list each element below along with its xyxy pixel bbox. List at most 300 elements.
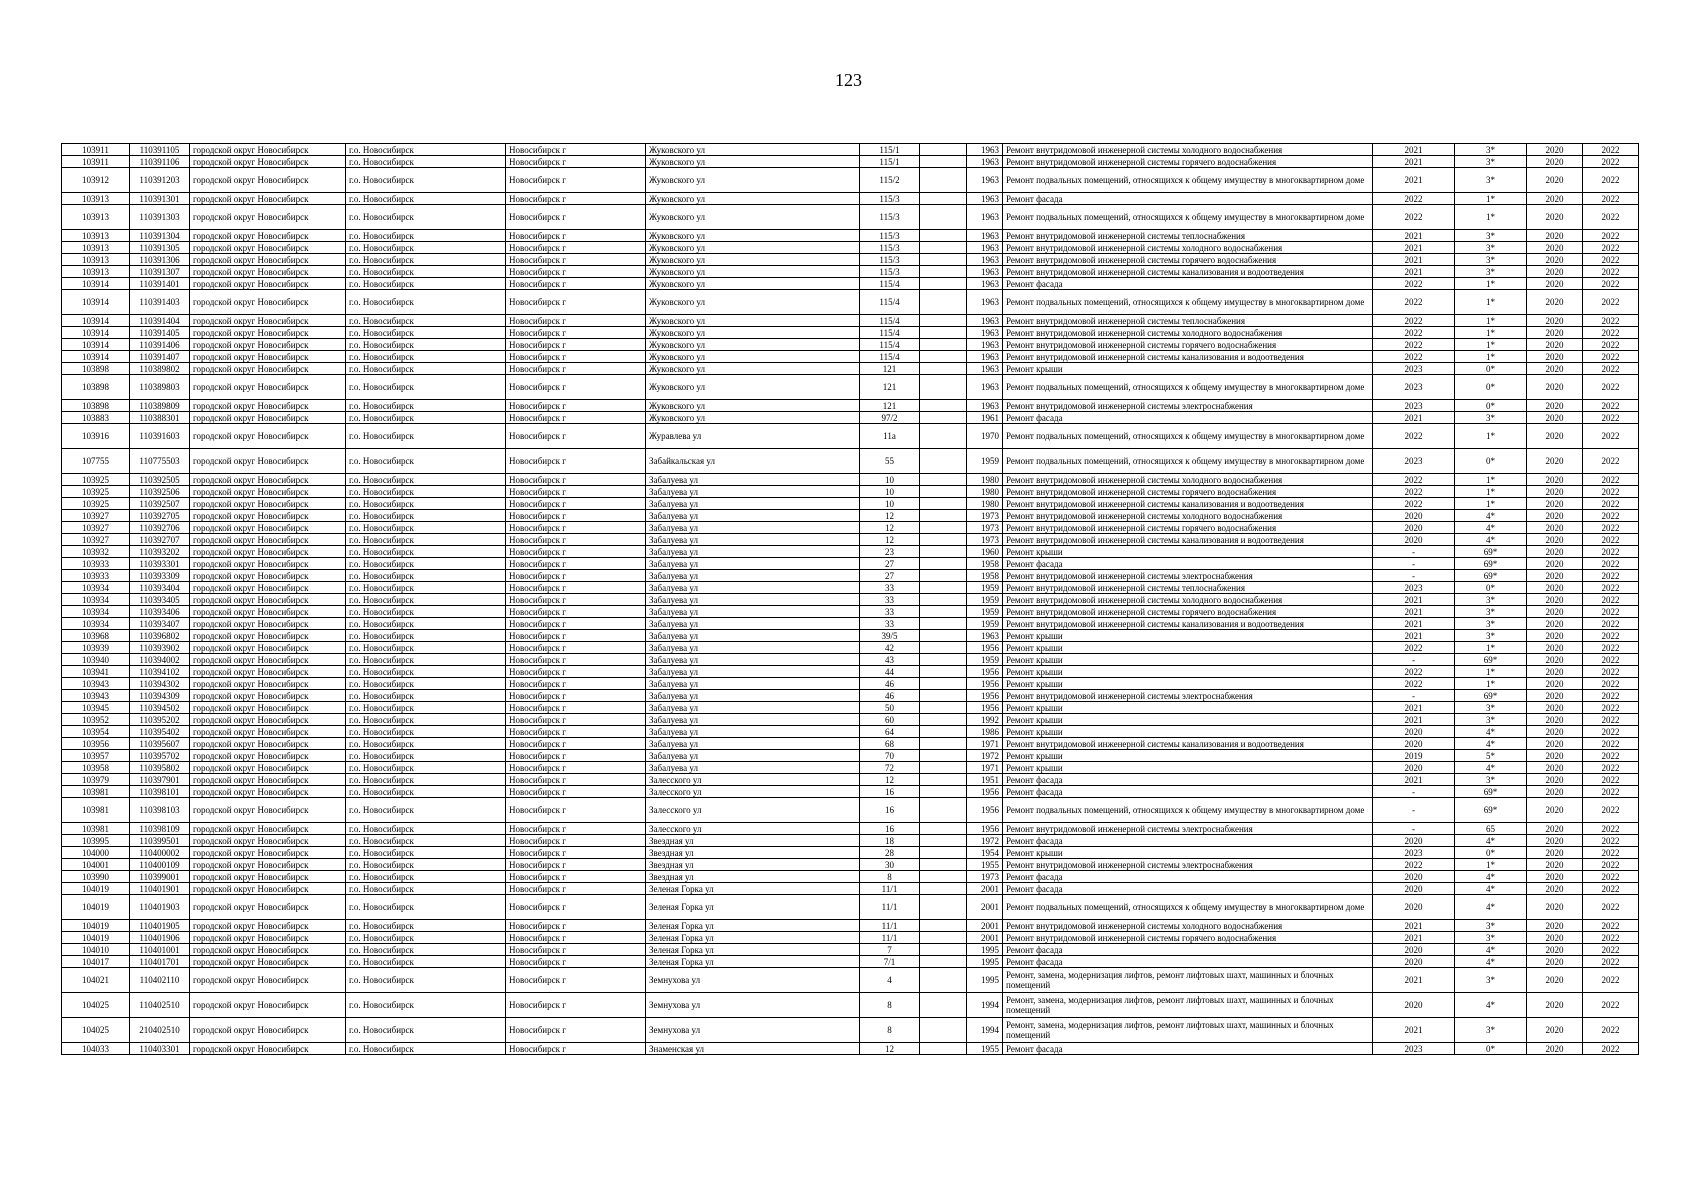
cell-work-type: Ремонт внутридомовой инженерной системы холодного водоснабжения [1003, 144, 1373, 156]
cell-municipality: городской округ Новосибирск [190, 920, 346, 932]
cell-work-type: Ремонт крыши [1003, 714, 1373, 726]
cell-house-number: 12 [860, 1043, 920, 1055]
cell-years-delta: 3* [1455, 412, 1527, 424]
cell-planned-year: 2021 [1373, 702, 1455, 714]
table-row [62, 242, 1639, 254]
cell-years-delta: 3* [1455, 230, 1527, 242]
cell-municipality: городской округ Новосибирск [190, 242, 346, 254]
cell-period-start: 2020 [1527, 666, 1583, 678]
cell-street: Забалуева ул [646, 714, 860, 726]
cell-city: Новосибирск г [506, 823, 646, 835]
cell-period-end: 2022 [1583, 678, 1639, 690]
cell-city: Новосибирск г [506, 534, 646, 546]
cell-corpus [920, 895, 967, 920]
cell-city: Новосибирск г [506, 920, 646, 932]
cell-work-type: Ремонт крыши [1003, 847, 1373, 859]
cell-district: г.о. Новосибирск [346, 400, 506, 412]
cell-district: г.о. Новосибирск [346, 883, 506, 895]
cell-house-id: 104019 [62, 932, 130, 944]
cell-city: Новосибирск г [506, 156, 646, 168]
cell-street: Жуковского ул [646, 193, 860, 205]
cell-house-id: 104010 [62, 944, 130, 956]
cell-year-built: 1963 [967, 363, 1003, 375]
cell-period-start: 2020 [1527, 750, 1583, 762]
table-row [62, 205, 1639, 230]
cell-house-number: 115/4 [860, 315, 920, 327]
cell-planned-year: 2021 [1373, 606, 1455, 618]
cell-municipality: городской округ Новосибирск [190, 449, 346, 474]
cell-years-delta: 0* [1455, 375, 1527, 400]
cell-street: Забалуева ул [646, 534, 860, 546]
cell-district: г.о. Новосибирск [346, 993, 506, 1018]
cell-district: г.о. Новосибирск [346, 642, 506, 654]
cell-house-number: 27 [860, 570, 920, 582]
cell-work-id: 110389803 [130, 375, 190, 400]
cell-work-type: Ремонт внутридомовой инженерной системы теплоснабжения [1003, 315, 1373, 327]
cell-city: Новосибирск г [506, 835, 646, 847]
cell-street: Жуковского ул [646, 230, 860, 242]
cell-year-built: 1971 [967, 762, 1003, 774]
cell-corpus [920, 400, 967, 412]
cell-work-type: Ремонт подвальных помещений, относящихся к общему имуществу в многоквартирном доме [1003, 895, 1373, 920]
cell-city: Новосибирск г [506, 522, 646, 534]
cell-house-number: 97/2 [860, 412, 920, 424]
cell-period-end: 2022 [1583, 895, 1639, 920]
cell-period-end: 2022 [1583, 993, 1639, 1018]
table-row [62, 944, 1639, 956]
cell-year-built: 1959 [967, 449, 1003, 474]
cell-street: Зеленая Горка ул [646, 956, 860, 968]
cell-period-start: 2020 [1527, 847, 1583, 859]
cell-house-id: 103954 [62, 726, 130, 738]
cell-work-type: Ремонт внутридомовой инженерной системы канализования и водоотведения [1003, 738, 1373, 750]
cell-district: г.о. Новосибирск [346, 606, 506, 618]
cell-house-number: 27 [860, 558, 920, 570]
cell-house-number: 70 [860, 750, 920, 762]
cell-years-delta: 3* [1455, 618, 1527, 630]
cell-year-built: 1973 [967, 510, 1003, 522]
table-row [62, 412, 1639, 424]
cell-year-built: 1958 [967, 570, 1003, 582]
cell-work-type: Ремонт крыши [1003, 750, 1373, 762]
cell-work-type: Ремонт внутридомовой инженерной системы электроснабжения [1003, 859, 1373, 871]
cell-district: г.о. Новосибирск [346, 690, 506, 702]
cell-corpus [920, 230, 967, 242]
table-row [62, 932, 1639, 944]
table-row [62, 678, 1639, 690]
cell-years-delta: 3* [1455, 594, 1527, 606]
cell-years-delta: 1* [1455, 351, 1527, 363]
table-row [62, 968, 1639, 993]
cell-city: Новосибирск г [506, 642, 646, 654]
table-row [62, 375, 1639, 400]
cell-district: г.о. Новосибирск [346, 678, 506, 690]
cell-corpus [920, 498, 967, 510]
cell-period-end: 2022 [1583, 774, 1639, 786]
cell-years-delta: 0* [1455, 847, 1527, 859]
cell-period-start: 2020 [1527, 618, 1583, 630]
table-row [62, 993, 1639, 1018]
cell-work-id: 110399501 [130, 835, 190, 847]
cell-period-end: 2022 [1583, 144, 1639, 156]
cell-period-end: 2022 [1583, 642, 1639, 654]
cell-work-id: 110401905 [130, 920, 190, 932]
cell-planned-year: 2021 [1373, 144, 1455, 156]
cell-municipality: городской округ Новосибирск [190, 738, 346, 750]
cell-house-number: 23 [860, 546, 920, 558]
cell-house-number: 11/1 [860, 920, 920, 932]
cell-house-number: 115/3 [860, 254, 920, 266]
cell-work-type: Ремонт подвальных помещений, относящихся к общему имуществу в многоквартирном доме [1003, 205, 1373, 230]
cell-corpus [920, 956, 967, 968]
cell-year-built: 1963 [967, 327, 1003, 339]
table-row [62, 630, 1639, 642]
cell-district: г.о. Новосибирск [346, 474, 506, 486]
cell-planned-year: 2022 [1373, 424, 1455, 449]
cell-district: г.о. Новосибирск [346, 847, 506, 859]
cell-period-end: 2022 [1583, 449, 1639, 474]
cell-house-id: 103911 [62, 144, 130, 156]
cell-house-number: 39/5 [860, 630, 920, 642]
cell-work-id: 110394302 [130, 678, 190, 690]
cell-year-built: 1956 [967, 690, 1003, 702]
table-row [62, 363, 1639, 375]
cell-work-id: 110389809 [130, 400, 190, 412]
table-row [62, 315, 1639, 327]
cell-period-start: 2020 [1527, 993, 1583, 1018]
cell-years-delta: 3* [1455, 714, 1527, 726]
cell-house-id: 103995 [62, 835, 130, 847]
cell-work-id: 110389802 [130, 363, 190, 375]
cell-year-built: 1980 [967, 498, 1003, 510]
cell-house-number: 64 [860, 726, 920, 738]
cell-city: Новосибирск г [506, 193, 646, 205]
table-row [62, 510, 1639, 522]
cell-city: Новосибирск г [506, 254, 646, 266]
cell-municipality: городской округ Новосибирск [190, 424, 346, 449]
cell-work-type: Ремонт крыши [1003, 363, 1373, 375]
cell-house-id: 103968 [62, 630, 130, 642]
cell-corpus [920, 290, 967, 315]
cell-year-built: 1959 [967, 606, 1003, 618]
cell-street: Зеленая Горка ул [646, 932, 860, 944]
cell-district: г.о. Новосибирск [346, 351, 506, 363]
cell-city: Новосибирск г [506, 498, 646, 510]
cell-district: г.о. Новосибирск [346, 895, 506, 920]
cell-street: Забалуева ул [646, 750, 860, 762]
cell-year-built: 1963 [967, 351, 1003, 363]
cell-corpus [920, 630, 967, 642]
cell-period-end: 2022 [1583, 375, 1639, 400]
cell-period-end: 2022 [1583, 883, 1639, 895]
cell-municipality: городской округ Новосибирск [190, 654, 346, 666]
cell-period-start: 2020 [1527, 798, 1583, 823]
cell-street: Жуковского ул [646, 327, 860, 339]
cell-period-start: 2020 [1527, 956, 1583, 968]
cell-period-end: 2022 [1583, 618, 1639, 630]
cell-year-built: 1963 [967, 400, 1003, 412]
cell-planned-year: 2023 [1373, 847, 1455, 859]
table-row [62, 774, 1639, 786]
cell-street: Забайкальская ул [646, 449, 860, 474]
cell-municipality: городской округ Новосибирск [190, 714, 346, 726]
cell-planned-year: 2021 [1373, 412, 1455, 424]
cell-city: Новосибирск г [506, 558, 646, 570]
cell-period-start: 2020 [1527, 823, 1583, 835]
cell-period-end: 2022 [1583, 193, 1639, 205]
cell-period-start: 2020 [1527, 327, 1583, 339]
cell-work-id: 110401906 [130, 932, 190, 944]
cell-planned-year: 2020 [1373, 871, 1455, 883]
cell-city: Новосибирск г [506, 883, 646, 895]
cell-year-built: 1972 [967, 750, 1003, 762]
cell-municipality: городской округ Новосибирск [190, 290, 346, 315]
cell-years-delta: 69* [1455, 690, 1527, 702]
cell-city: Новосибирск г [506, 510, 646, 522]
cell-year-built: 1963 [967, 168, 1003, 193]
table-row [62, 594, 1639, 606]
cell-corpus [920, 522, 967, 534]
cell-planned-year: 2022 [1373, 290, 1455, 315]
cell-street: Жуковского ул [646, 351, 860, 363]
cell-work-type: Ремонт внутридомовой инженерной системы горячего водоснабжения [1003, 156, 1373, 168]
cell-house-number: 50 [860, 702, 920, 714]
cell-district: г.о. Новосибирск [346, 798, 506, 823]
cell-period-end: 2022 [1583, 654, 1639, 666]
cell-municipality: городской округ Новосибирск [190, 498, 346, 510]
cell-district: г.о. Новосибирск [346, 859, 506, 871]
cell-district: г.о. Новосибирск [346, 339, 506, 351]
cell-planned-year: 2020 [1373, 883, 1455, 895]
cell-corpus [920, 510, 967, 522]
cell-work-id: 110388301 [130, 412, 190, 424]
cell-planned-year: 2021 [1373, 594, 1455, 606]
cell-years-delta: 4* [1455, 895, 1527, 920]
cell-period-end: 2022 [1583, 339, 1639, 351]
cell-house-id: 103941 [62, 666, 130, 678]
cell-period-start: 2020 [1527, 534, 1583, 546]
cell-corpus [920, 486, 967, 498]
cell-period-end: 2022 [1583, 205, 1639, 230]
cell-house-number: 16 [860, 798, 920, 823]
cell-municipality: городской округ Новосибирск [190, 786, 346, 798]
cell-work-id: 110392506 [130, 486, 190, 498]
cell-street: Забалуева ул [646, 546, 860, 558]
cell-city: Новосибирск г [506, 762, 646, 774]
cell-planned-year: 2021 [1373, 266, 1455, 278]
cell-house-id: 104021 [62, 968, 130, 993]
cell-house-id: 103943 [62, 690, 130, 702]
cell-corpus [920, 315, 967, 327]
cell-municipality: городской округ Новосибирск [190, 582, 346, 594]
cell-period-end: 2022 [1583, 932, 1639, 944]
cell-year-built: 1972 [967, 835, 1003, 847]
cell-street: Зеленая Горка ул [646, 883, 860, 895]
cell-work-id: 110395702 [130, 750, 190, 762]
cell-period-end: 2022 [1583, 242, 1639, 254]
cell-period-end: 2022 [1583, 498, 1639, 510]
cell-work-id: 110401901 [130, 883, 190, 895]
cell-year-built: 1958 [967, 558, 1003, 570]
cell-house-number: 115/3 [860, 205, 920, 230]
cell-planned-year: 2022 [1373, 474, 1455, 486]
cell-years-delta: 1* [1455, 193, 1527, 205]
cell-period-end: 2022 [1583, 400, 1639, 412]
cell-work-id: 110395202 [130, 714, 190, 726]
cell-city: Новосибирск г [506, 738, 646, 750]
cell-corpus [920, 412, 967, 424]
cell-years-delta: 0* [1455, 363, 1527, 375]
cell-street: Жуковского ул [646, 266, 860, 278]
cell-planned-year: 2022 [1373, 351, 1455, 363]
cell-municipality: городской округ Новосибирск [190, 642, 346, 654]
cell-year-built: 1970 [967, 424, 1003, 449]
cell-work-type: Ремонт внутридомовой инженерной системы электроснабжения [1003, 690, 1373, 702]
cell-planned-year: 2022 [1373, 278, 1455, 290]
cell-house-id: 103958 [62, 762, 130, 774]
cell-period-start: 2020 [1527, 339, 1583, 351]
cell-work-id: 110391106 [130, 156, 190, 168]
cell-work-id: 110391407 [130, 351, 190, 363]
cell-street: Забалуева ул [646, 522, 860, 534]
cell-municipality: городской округ Новосибирск [190, 144, 346, 156]
cell-work-id: 110392505 [130, 474, 190, 486]
cell-district: г.о. Новосибирск [346, 1043, 506, 1055]
cell-street: Забалуева ул [646, 570, 860, 582]
cell-house-number: 7/1 [860, 956, 920, 968]
cell-corpus [920, 654, 967, 666]
table-row [62, 144, 1639, 156]
cell-work-id: 110391305 [130, 242, 190, 254]
cell-municipality: городской округ Новосибирск [190, 570, 346, 582]
table-row [62, 230, 1639, 242]
cell-work-id: 110391105 [130, 144, 190, 156]
cell-corpus [920, 762, 967, 774]
cell-municipality: городской округ Новосибирск [190, 895, 346, 920]
cell-work-id: 110401701 [130, 956, 190, 968]
cell-planned-year: - [1373, 786, 1455, 798]
cell-city: Новосибирск г [506, 230, 646, 242]
cell-city: Новосибирск г [506, 859, 646, 871]
cell-district: г.о. Новосибирск [346, 363, 506, 375]
cell-house-id: 103981 [62, 823, 130, 835]
cell-work-id: 110391306 [130, 254, 190, 266]
cell-house-number: 115/4 [860, 351, 920, 363]
cell-period-end: 2022 [1583, 690, 1639, 702]
cell-years-delta: 3* [1455, 266, 1527, 278]
cell-district: г.о. Новосибирск [346, 920, 506, 932]
cell-district: г.о. Новосибирск [346, 327, 506, 339]
cell-work-id: 110393202 [130, 546, 190, 558]
cell-work-type: Ремонт внутридомовой инженерной системы электроснабжения [1003, 400, 1373, 412]
cell-work-id: 110391404 [130, 315, 190, 327]
cell-years-delta: 3* [1455, 144, 1527, 156]
cell-house-id: 103956 [62, 738, 130, 750]
cell-period-end: 2022 [1583, 156, 1639, 168]
cell-street: Забалуева ул [646, 606, 860, 618]
cell-house-number: 11/1 [860, 883, 920, 895]
cell-house-number: 115/4 [860, 290, 920, 315]
cell-municipality: городской округ Новосибирск [190, 1043, 346, 1055]
cell-planned-year: 2021 [1373, 242, 1455, 254]
cell-district: г.о. Новосибирск [346, 750, 506, 762]
cell-work-type: Ремонт подвальных помещений, относящихся к общему имуществу в многоквартирном доме [1003, 424, 1373, 449]
cell-corpus [920, 375, 967, 400]
table-row [62, 570, 1639, 582]
cell-house-id: 103939 [62, 642, 130, 654]
cell-corpus [920, 750, 967, 762]
cell-corpus [920, 690, 967, 702]
cell-house-number: 44 [860, 666, 920, 678]
cell-street: Знаменская ул [646, 1043, 860, 1055]
cell-period-end: 2022 [1583, 859, 1639, 871]
cell-house-number: 28 [860, 847, 920, 859]
cell-municipality: городской округ Новосибирск [190, 156, 346, 168]
cell-year-built: 1963 [967, 254, 1003, 266]
cell-years-delta: 69* [1455, 654, 1527, 666]
cell-city: Новосибирск г [506, 944, 646, 956]
cell-work-type: Ремонт крыши [1003, 726, 1373, 738]
cell-house-id: 103934 [62, 582, 130, 594]
cell-years-delta: 5* [1455, 750, 1527, 762]
cell-city: Новосибирск г [506, 412, 646, 424]
cell-period-end: 2022 [1583, 798, 1639, 823]
cell-corpus [920, 798, 967, 823]
table-row [62, 835, 1639, 847]
table-row [62, 290, 1639, 315]
register-body [62, 144, 1639, 1055]
cell-city: Новосибирск г [506, 1043, 646, 1055]
cell-house-id: 103913 [62, 230, 130, 242]
cell-period-start: 2020 [1527, 738, 1583, 750]
cell-district: г.о. Новосибирск [346, 510, 506, 522]
cell-planned-year: 2019 [1373, 750, 1455, 762]
cell-city: Новосибирск г [506, 424, 646, 449]
cell-corpus [920, 738, 967, 750]
cell-years-delta: 1* [1455, 315, 1527, 327]
cell-municipality: городской округ Новосибирск [190, 400, 346, 412]
cell-street: Земнухова ул [646, 993, 860, 1018]
cell-work-id: 110393309 [130, 570, 190, 582]
cell-house-number: 12 [860, 522, 920, 534]
cell-city: Новосибирск г [506, 932, 646, 944]
cell-house-number: 4 [860, 968, 920, 993]
cell-street: Залесского ул [646, 823, 860, 835]
table-row [62, 738, 1639, 750]
cell-year-built: 1963 [967, 156, 1003, 168]
cell-planned-year: 2022 [1373, 327, 1455, 339]
cell-work-type: Ремонт подвальных помещений, относящихся к общему имуществу в многоквартирном доме [1003, 449, 1373, 474]
cell-city: Новосибирск г [506, 750, 646, 762]
cell-year-built: 1980 [967, 474, 1003, 486]
table-row [62, 351, 1639, 363]
cell-work-id: 110392705 [130, 510, 190, 522]
cell-corpus [920, 168, 967, 193]
cell-city: Новосибирск г [506, 375, 646, 400]
cell-house-id: 103981 [62, 786, 130, 798]
cell-house-id: 103912 [62, 168, 130, 193]
cell-house-id: 104025 [62, 1018, 130, 1043]
cell-work-id: 210402510 [130, 1018, 190, 1043]
cell-years-delta: 1* [1455, 290, 1527, 315]
cell-period-end: 2022 [1583, 1043, 1639, 1055]
cell-city: Новосибирск г [506, 242, 646, 254]
cell-city: Новосибирск г [506, 786, 646, 798]
cell-years-delta: 4* [1455, 871, 1527, 883]
cell-work-id: 110393406 [130, 606, 190, 618]
cell-city: Новосибирск г [506, 606, 646, 618]
cell-municipality: городской округ Новосибирск [190, 690, 346, 702]
